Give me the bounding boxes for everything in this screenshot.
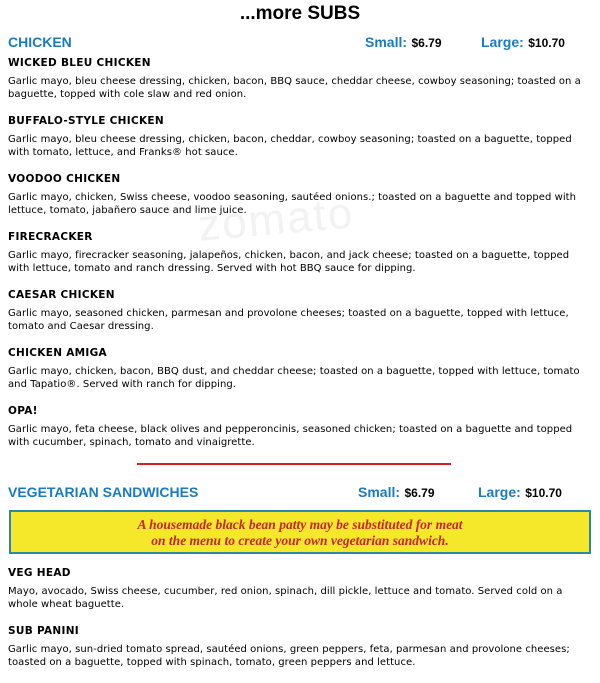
menu-item <box>8 624 592 669</box>
item-name: SUB PANINI <box>8 625 79 637</box>
item-description: Garlic mayo, bleu cheese dressing, chicken, bacon, cheddar, cowboy seasoning; toasted on a baguette, topped with tomato, lettuce, and Franks® hot sauce. <box>8 134 572 158</box>
item-description: Mayo, avocado, Swiss cheese, cucumber, red onion, spinach, dill pickle, lettuce and tomato. Served cold on a whole wheat baguette. <box>8 586 563 610</box>
page-title: ...more SUBS <box>239 3 361 24</box>
small-label: Small: <box>358 484 401 500</box>
large-value: $10.70 <box>525 486 562 500</box>
item-description: Garlic mayo, chicken, bacon, BBQ dust, and cheddar cheese; toasted on a baguette, topped with lettuce, tomato and Tapatio®. Served with ranch for dipping. <box>8 366 580 390</box>
item-name: WICKED BLEU CHICKEN <box>8 57 151 69</box>
large-value: $10.70 <box>528 36 565 50</box>
notice-line-1: A housemade black bean patty may be substituted for meat <box>137 517 463 532</box>
item-name: VOODOO CHICKEN <box>8 173 121 185</box>
item-description: Garlic mayo, bleu cheese dressing, chicken, bacon, BBQ sauce, cheddar cheese, cowboy seasoning; toasted on a baguette, topped with cole slaw and red onion. <box>8 76 581 100</box>
menu-item <box>8 288 592 333</box>
item-name: CAESAR CHICKEN <box>8 289 115 301</box>
menu-item <box>8 346 592 391</box>
item-description: Garlic mayo, sun-dried tomato spread, sautéed onions, green peppers, feta, parmesan and provolone cheeses; toasted on a baguette, topped with spinach, tomato, green peppers and lettuce. <box>8 644 570 668</box>
menu-item <box>8 566 592 611</box>
item-name: BUFFALO-STYLE CHICKEN <box>8 115 164 127</box>
small-label: Small: <box>365 34 408 50</box>
item-description: Garlic mayo, chicken, Swiss cheese, voodoo seasoning, sautéed onions.; toasted on a baguette and topped with lettuce, tomato, jabañero sauce and lime juice. <box>8 192 577 216</box>
vegetarian-notice-box <box>9 510 591 554</box>
chicken-small-price <box>365 34 442 52</box>
item-name: FIRECRACKER <box>8 231 93 243</box>
item-name: VEG HEAD <box>8 567 71 579</box>
chicken-section-header <box>8 34 592 54</box>
menu-item <box>8 172 592 217</box>
small-value: $6.79 <box>411 36 442 50</box>
vegetarian-large-price <box>478 484 562 502</box>
menu-page <box>0 3 600 669</box>
vegetarian-heading: VEGETARIAN SANDWICHES <box>8 484 199 500</box>
chicken-large-price <box>481 34 565 52</box>
item-description: Garlic mayo, firecracker seasoning, jalapeños, chicken, bacon, and jack cheese; toasted on a baguette, topped with lettuce, tomato and ranch dressing. Served with hot BBQ sauce for dipping. <box>8 250 570 274</box>
menu-item <box>8 404 592 449</box>
item-description: Garlic mayo, seasoned chicken, parmesan and provolone cheeses; toasted on a baguette, topped with lettuce, tomato and Caesar dressing. <box>8 308 569 332</box>
small-value: $6.79 <box>404 486 435 500</box>
menu-item <box>8 56 592 101</box>
menu-item <box>8 114 592 159</box>
chicken-heading: CHICKEN <box>8 34 72 50</box>
vegetarian-small-price <box>358 484 435 502</box>
item-name: OPA! <box>8 405 38 417</box>
item-description: Garlic mayo, feta cheese, black olives and pepperoncinis, seasoned chicken; toasted on a baguette and topped with cucumber, spinach, tomato and vinaigrette. <box>8 424 573 448</box>
large-label: Large: <box>481 34 524 50</box>
menu-item <box>8 230 592 275</box>
notice-line-2: on the menu to create your own vegetarian sandwich. <box>151 533 449 548</box>
large-label: Large: <box>478 484 521 500</box>
item-name: CHICKEN AMIGA <box>8 347 107 359</box>
zomato-watermark: zomato <box>196 188 357 251</box>
section-divider <box>137 463 451 465</box>
vegetarian-section-header <box>8 484 592 504</box>
